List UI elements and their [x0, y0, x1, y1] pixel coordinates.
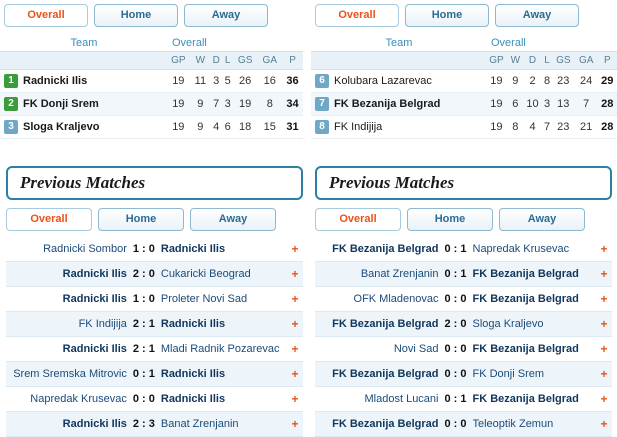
cell-l: 6	[222, 116, 232, 139]
match-home-team: Napredak Krusevac	[6, 387, 127, 412]
match-score: 0 : 0	[439, 412, 473, 437]
rank-badge: 1	[4, 74, 18, 88]
col-ga: GA	[257, 52, 282, 70]
expand-icon[interactable]: +	[287, 412, 303, 437]
cell-d: 3	[210, 70, 222, 93]
page-title: Previous Matches	[20, 173, 146, 192]
col-rank	[0, 52, 30, 70]
team-cell	[0, 116, 166, 139]
header-team: Team	[311, 33, 485, 52]
cell-d: 4	[210, 116, 222, 139]
standings-group-header	[311, 33, 617, 52]
cell-w: 9	[508, 70, 523, 93]
cell-gs: 23	[552, 70, 575, 93]
match-home-team: FK Bezanija Belgrad	[315, 362, 439, 387]
expand-icon[interactable]: +	[287, 337, 303, 362]
match-home-team: Radnicki Ilis	[6, 287, 127, 312]
col-gp: GP	[166, 52, 191, 70]
cell-gs: 19	[233, 93, 258, 116]
right-matches-table	[315, 237, 612, 437]
left-previous-tabbar	[6, 200, 303, 231]
match-away-team: Radnicki Ilis	[161, 387, 287, 412]
cell-d: 10	[523, 93, 542, 116]
tab-home[interactable]: Home	[405, 4, 489, 27]
rank-badge: 8	[315, 120, 329, 134]
col-d: D	[210, 52, 222, 70]
tab-overall[interactable]: Overall	[315, 4, 399, 27]
match-away-team: Radnicki Ilis	[161, 237, 287, 262]
col-gs: GS	[552, 52, 575, 70]
cell-gp: 19	[166, 70, 191, 93]
col-team	[30, 52, 166, 70]
match-away-team: FK Bezanija Belgrad	[473, 287, 597, 312]
match-home-team: OFK Mladenovac	[315, 287, 439, 312]
rank-badge: 2	[4, 97, 18, 111]
tab-home[interactable]: Home	[98, 208, 184, 231]
team-name: FK Donji Srem	[23, 97, 99, 110]
cell-gs: 13	[552, 93, 575, 116]
tab-overall[interactable]: Overall	[315, 208, 401, 231]
expand-icon[interactable]: +	[287, 387, 303, 412]
match-score: 1 : 0	[127, 287, 161, 312]
match-score: 1 : 0	[127, 237, 161, 262]
match-home-team: FK Bezanija Belgrad	[315, 412, 439, 437]
col-p: P	[282, 52, 303, 70]
cell-l: 3	[542, 93, 552, 116]
list-item[interactable]	[315, 312, 612, 337]
tab-away[interactable]: Away	[495, 4, 579, 27]
list-item[interactable]	[315, 387, 612, 412]
team-cell	[311, 116, 485, 139]
left-previous-matches-panel	[6, 166, 303, 430]
cell-w: 8	[508, 116, 523, 139]
list-item[interactable]	[6, 412, 303, 437]
col-l: L	[222, 52, 232, 70]
match-away-team: FK Donji Srem	[473, 362, 597, 387]
cell-gp: 19	[485, 93, 508, 116]
cell-ga: 7	[575, 93, 598, 116]
left-standings-table	[0, 33, 303, 139]
expand-icon[interactable]: +	[596, 287, 612, 312]
right-previous-matches-header	[315, 166, 612, 200]
list-item[interactable]	[315, 337, 612, 362]
cell-ga: 16	[257, 70, 282, 93]
cell-p: 29	[598, 70, 617, 93]
cell-p: 28	[598, 116, 617, 139]
tab-overall[interactable]: Overall	[6, 208, 92, 231]
match-score: 2 : 1	[127, 337, 161, 362]
expand-icon[interactable]: +	[596, 362, 612, 387]
cell-l: 5	[222, 70, 232, 93]
match-home-team: Novi Sad	[315, 337, 439, 362]
match-home-team: Srem Sremska Mitrovic	[6, 362, 127, 387]
match-score: 0 : 1	[439, 262, 473, 287]
table-row[interactable]	[0, 93, 303, 116]
col-d: D	[523, 52, 542, 70]
cell-l: 8	[542, 70, 552, 93]
col-gp: GP	[485, 52, 508, 70]
list-item[interactable]	[6, 237, 303, 262]
list-item[interactable]	[6, 262, 303, 287]
match-score: 0 : 0	[439, 362, 473, 387]
match-score: 2 : 0	[127, 262, 161, 287]
rank-badge: 7	[315, 97, 329, 111]
col-team	[341, 52, 485, 70]
cell-d: 2	[523, 70, 542, 93]
cell-gp: 19	[166, 93, 191, 116]
list-item[interactable]	[6, 287, 303, 312]
standings-group-header	[0, 33, 303, 52]
tab-away[interactable]: Away	[184, 4, 268, 27]
left-previous-matches-header	[6, 166, 303, 200]
match-away-team: Sloga Kraljevo	[473, 312, 597, 337]
list-item[interactable]	[6, 362, 303, 387]
team-name: Sloga Kraljevo	[23, 120, 100, 133]
match-score: 2 : 1	[127, 312, 161, 337]
cell-w: 11	[191, 70, 210, 93]
match-away-team: Proleter Novi Sad	[161, 287, 287, 312]
table-row[interactable]	[311, 116, 617, 139]
list-item[interactable]	[315, 287, 612, 312]
col-w: W	[508, 52, 523, 70]
left-standings-panel	[0, 0, 303, 145]
header-team: Team	[0, 33, 166, 52]
col-rank	[311, 52, 341, 70]
match-score: 0 : 0	[439, 287, 473, 312]
match-score: 0 : 1	[127, 362, 161, 387]
match-score: 0 : 0	[127, 387, 161, 412]
cell-ga: 8	[257, 93, 282, 116]
match-away-team: FK Bezanija Belgrad	[473, 262, 597, 287]
match-home-team: Radnicki Ilis	[6, 262, 127, 287]
match-away-team: Radnicki Ilis	[161, 312, 287, 337]
cell-gs: 18	[233, 116, 258, 139]
right-standings-table	[311, 33, 617, 139]
team-name: FK Indijija	[334, 120, 383, 133]
left-matches-table	[6, 237, 303, 437]
team-cell	[0, 70, 166, 93]
cell-ga: 24	[575, 70, 598, 93]
list-item[interactable]	[6, 312, 303, 337]
col-p: P	[598, 52, 617, 70]
left-standings-tabbar	[0, 0, 303, 27]
match-home-team: FK Bezanija Belgrad	[315, 312, 439, 337]
tab-home[interactable]: Home	[94, 4, 178, 27]
rank-badge: 3	[4, 120, 18, 134]
tab-away[interactable]: Away	[190, 208, 276, 231]
match-home-team: Mladost Lucani	[315, 387, 439, 412]
cell-p: 31	[282, 116, 303, 139]
col-ga: GA	[575, 52, 598, 70]
expand-icon[interactable]: +	[287, 237, 303, 262]
right-previous-tabbar	[315, 200, 612, 231]
tab-overall[interactable]: Overall	[4, 4, 88, 27]
list-item[interactable]	[315, 237, 612, 262]
cell-w: 6	[508, 93, 523, 116]
list-item[interactable]	[315, 362, 612, 387]
expand-icon[interactable]: +	[596, 262, 612, 287]
team-cell	[311, 70, 485, 93]
table-row[interactable]	[311, 70, 617, 93]
cell-w: 9	[191, 93, 210, 116]
match-home-team: Radnicki Ilis	[6, 412, 127, 437]
cell-d: 4	[523, 116, 542, 139]
cell-gp: 19	[485, 70, 508, 93]
cell-gp: 19	[166, 116, 191, 139]
cell-gs: 23	[552, 116, 575, 139]
list-item[interactable]	[315, 262, 612, 287]
match-away-team: Radnicki Ilis	[161, 362, 287, 387]
cell-gp: 19	[485, 116, 508, 139]
match-away-team: Napredak Krusevac	[473, 237, 597, 262]
tab-home[interactable]: Home	[407, 208, 493, 231]
cell-gs: 26	[233, 70, 258, 93]
standings-column-header	[311, 52, 617, 70]
col-l: L	[542, 52, 552, 70]
match-score: 2 : 0	[439, 312, 473, 337]
match-away-team: FK Bezanija Belgrad	[473, 387, 597, 412]
cell-l: 3	[222, 93, 232, 116]
team-name: FK Bezanija Belgrad	[334, 97, 441, 110]
col-w: W	[191, 52, 210, 70]
match-score: 0 : 1	[439, 387, 473, 412]
team-cell	[311, 93, 485, 116]
expand-icon[interactable]: +	[287, 362, 303, 387]
expand-icon[interactable]: +	[596, 337, 612, 362]
match-home-team: Radnicki Sombor	[6, 237, 127, 262]
match-away-team: Cukaricki Beograd	[161, 262, 287, 287]
match-home-team: Banat Zrenjanin	[315, 262, 439, 287]
list-item[interactable]	[6, 387, 303, 412]
cell-w: 9	[191, 116, 210, 139]
right-standings-panel	[311, 0, 617, 145]
col-gs: GS	[233, 52, 258, 70]
table-row[interactable]	[0, 116, 303, 139]
match-home-team: Radnicki Ilis	[6, 337, 127, 362]
right-standings-tabbar	[311, 0, 617, 27]
right-previous-matches-panel	[315, 166, 612, 430]
expand-icon[interactable]: +	[596, 312, 612, 337]
expand-icon[interactable]: +	[596, 237, 612, 262]
cell-d: 7	[210, 93, 222, 116]
match-away-team: Teleoptik Zemun	[473, 412, 597, 437]
match-away-team: FK Bezanija Belgrad	[473, 337, 597, 362]
table-row[interactable]	[311, 93, 617, 116]
cell-ga: 15	[257, 116, 282, 139]
cell-p: 36	[282, 70, 303, 93]
page-title: Previous Matches	[329, 173, 455, 192]
cell-p: 28	[598, 93, 617, 116]
match-score: 2 : 3	[127, 412, 161, 437]
match-home-team: FK Indijija	[6, 312, 127, 337]
expand-icon[interactable]: +	[287, 262, 303, 287]
list-item[interactable]	[6, 337, 303, 362]
team-name: Radnicki Ilis	[23, 74, 88, 87]
match-away-team: Banat Zrenjanin	[161, 412, 287, 437]
match-home-team: FK Bezanija Belgrad	[315, 237, 439, 262]
standings-column-header	[0, 52, 303, 70]
cell-ga: 21	[575, 116, 598, 139]
match-score: 0 : 0	[439, 337, 473, 362]
cell-l: 7	[542, 116, 552, 139]
expand-icon[interactable]: +	[596, 387, 612, 412]
expand-icon[interactable]: +	[596, 412, 612, 437]
expand-icon[interactable]: +	[287, 287, 303, 312]
header-group: Overall	[166, 33, 303, 52]
tab-away[interactable]: Away	[499, 208, 585, 231]
header-group: Overall	[485, 33, 617, 52]
team-cell	[0, 93, 166, 116]
expand-icon[interactable]: +	[287, 312, 303, 337]
table-row[interactable]	[0, 70, 303, 93]
rank-badge: 6	[315, 74, 329, 88]
list-item[interactable]	[315, 412, 612, 437]
cell-p: 34	[282, 93, 303, 116]
match-score: 0 : 1	[439, 237, 473, 262]
match-away-team: Mladi Radnik Pozarevac	[161, 337, 287, 362]
team-name: Kolubara Lazarevac	[334, 74, 432, 87]
